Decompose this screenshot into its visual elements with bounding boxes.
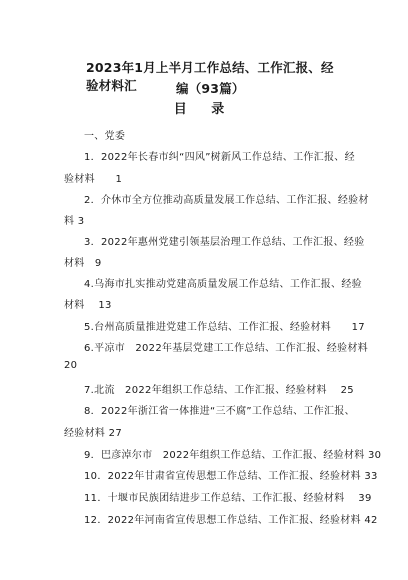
- toc-heading: 目 录: [173, 102, 235, 117]
- toc-entry-1-line1: 1．2022年长春市纠“四风”树新风工作总结、工作汇报、经: [84, 152, 355, 163]
- toc-entry-6-line2: 20: [64, 360, 78, 371]
- toc-entry-2-line2: 料 3: [64, 216, 85, 227]
- section-heading: 一、党委: [84, 131, 126, 142]
- toc-entry-9: 9．巴彦淖尔市 2022年组织工作总结、工作汇报、经验材料 30: [84, 450, 382, 461]
- document-title-line1: 2023年1月上半月工作总结、工作汇报、经验材料汇: [86, 60, 334, 93]
- toc-entry-8-line1: 8．2022年浙江省一体推进“三不腐”工作总结、工作汇报、: [84, 406, 355, 417]
- toc-entry-6-line1: 6.平凉市 2022年基层党建工工作总结、工作汇报、经验材料: [84, 343, 368, 354]
- toc-entry-10: 10．2022年甘肃省宣传思想工作总结、工作汇报、经验材料 33: [84, 471, 378, 482]
- toc-entry-4-line2: 材料 13: [64, 300, 112, 311]
- toc-entry-3-line1: 3．2022年惠州党建引领基层治理工作总结、工作汇报、经验: [84, 237, 365, 248]
- toc-entry-1-line2: 验材料 1: [64, 174, 123, 185]
- toc-entry-7: 7.北流 2022年组织工作总结、工作汇报、经验材料 25: [84, 385, 354, 396]
- toc-entry-3-line2: 材料 9: [64, 258, 102, 269]
- toc-entry-4-line1: 4.乌海市扎实推动党建高质量发展工作总结、工作汇报、经验: [84, 279, 362, 290]
- toc-entry-8-line2: 经验材料 27: [64, 428, 123, 439]
- toc-entry-11: 11．十堰市民族团结进步工作总结、工作汇报、经验材料 39: [84, 493, 372, 504]
- toc-entry-2-line1: 2．介休市全方位推动高质量发展工作总结、工作汇报、经验材: [84, 195, 369, 206]
- toc-entry-12: 12．2022年河南省宣传思想工作总结、工作汇报、经验材料 42: [84, 515, 378, 526]
- document-title-line2: 编（93篇）: [176, 81, 245, 96]
- toc-entry-5: 5.台州高质量推进党建工作总结、工作汇报、经验材料 17: [84, 322, 365, 333]
